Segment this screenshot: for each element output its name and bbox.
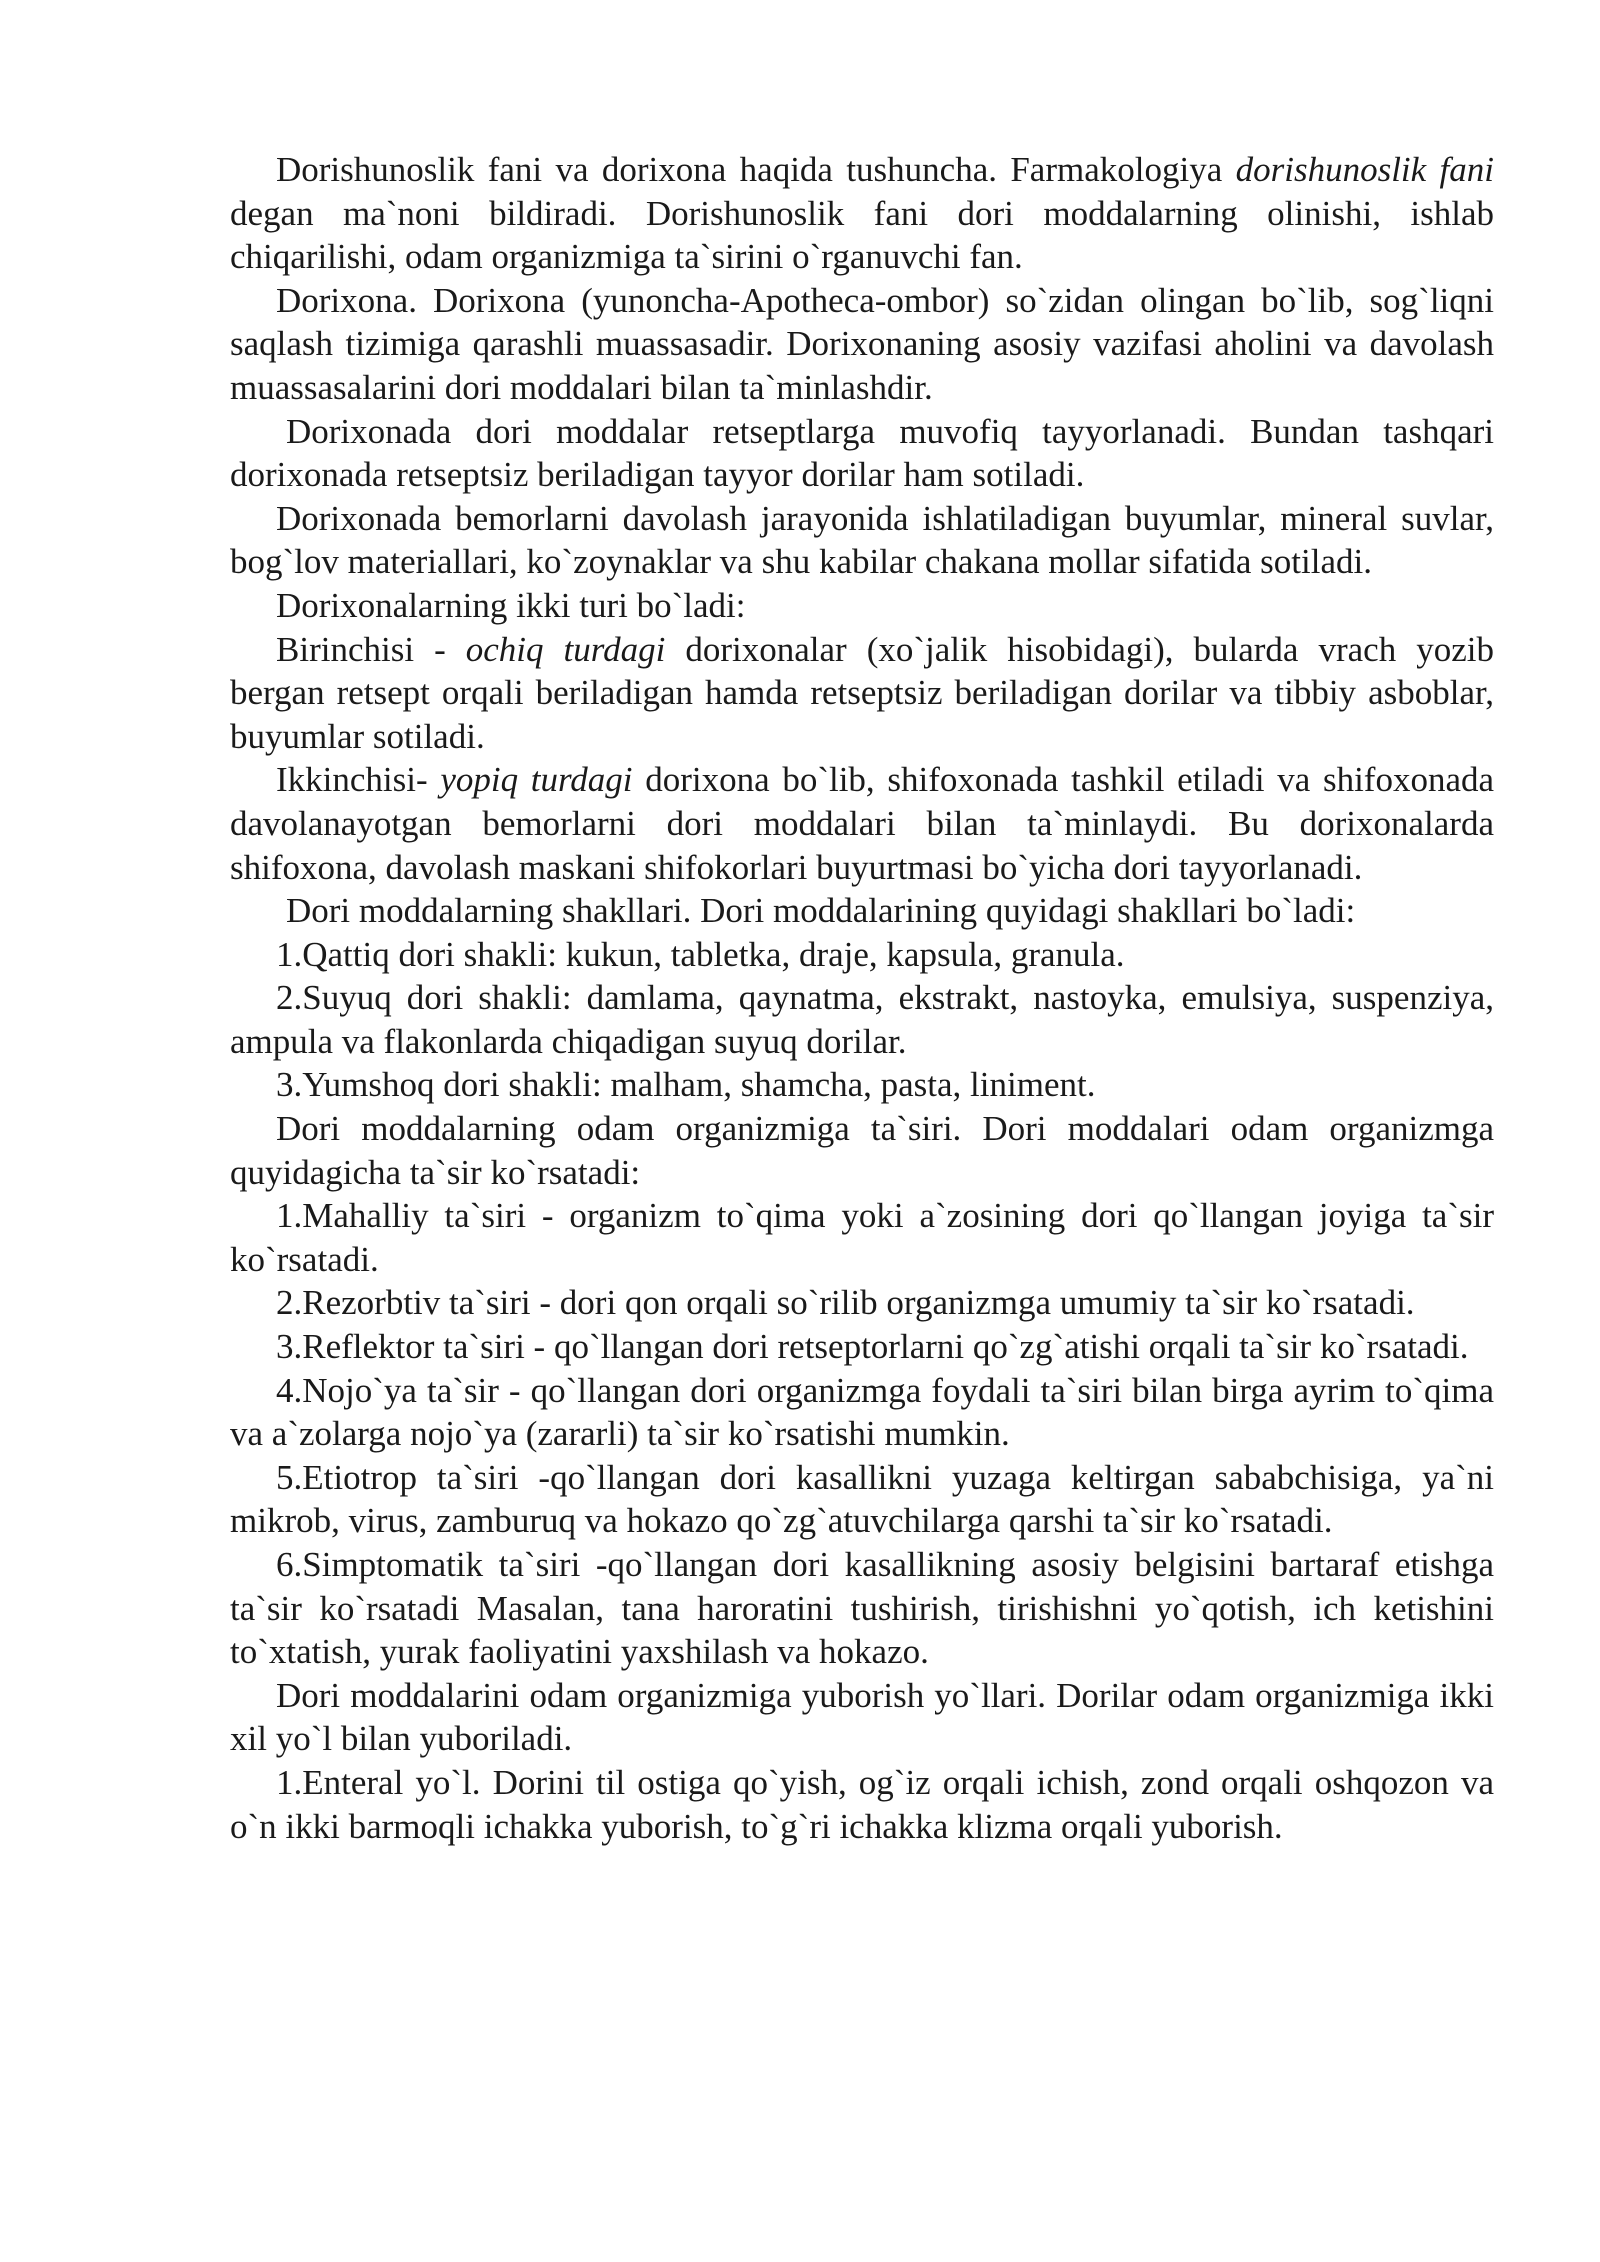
text-run: 1.Qattiq dori shakli: kukun, tabletka, draje, kapsula, granula. — [276, 934, 1125, 974]
paragraph — [230, 1325, 1494, 1369]
paragraph — [230, 584, 1494, 628]
text-run: degan ma`noni bildiradi. Dorishunoslik fani dori moddalarning olinishi, ishlab chiqarilishi, odam organizmiga ta`sirini o`rganuvchi fan. — [230, 193, 1494, 277]
text-run: 6.Simptomatik ta`siri -qo`llangan dori kasallikning asosiy belgisini bartaraf etishga ta`sir ko`rsatadi Masalan, tana haroratini tushirish, tirishishni yo`qotish, ich ketishini to`xtatish, yurak faoliyatini yaxshilash va hokazo. — [230, 1545, 1494, 1672]
italic-text-run: ochiq turdagi — [465, 629, 666, 669]
text-run: Dori moddalarini odam organizmiga yuborish yo`llari. Dorilar odam organizmiga ikki xil yo`l bilan yuboriladi. — [230, 1675, 1494, 1759]
paragraph — [230, 1456, 1494, 1543]
text-run: dorixonalar (xo`jalik hisobidagi), bularda vrach yozib bergan retsept orqali beriladigan hamda retseptsiz beriladigan dorilar va tibbiy asboblar, buyumlar sotiladi. — [230, 629, 1494, 756]
paragraph — [230, 1281, 1494, 1325]
text-run: 3.Yumshoq dori shakli: malham, shamcha, pasta, liniment. — [276, 1065, 1096, 1105]
document-page — [230, 148, 1494, 1848]
text-run: 5.Etiotrop ta`siri -qo`llangan dori kasallikni yuzaga keltirgan sababchisiga, ya`ni mikrob, virus, zamburuq va hokazo qo`zg`atuvchilarga qarshi ta`sir ko`rsatadi. — [230, 1457, 1494, 1541]
paragraph — [230, 148, 1494, 279]
text-run: Dorixonada bemorlarni davolash jarayonida ishlatiladigan buyumlar, mineral suvlar, bog`lov materiallari, ko`zoynaklar va shu kabilar chakana mollar sifatida sotiladi. — [230, 498, 1494, 582]
paragraph — [230, 933, 1494, 977]
paragraph — [230, 1761, 1494, 1848]
paragraph — [230, 1543, 1494, 1674]
paragraph — [230, 889, 1494, 933]
paragraph — [230, 279, 1494, 410]
text-run: 2.Suyuq dori shakli: damlama, qaynatma, ekstrakt, nastoyka, emulsiya, suspenziya, ampula va flakonlarda chiqadigan suyuq dorilar. — [230, 978, 1494, 1061]
text-run: Dorixona. Dorixona (yunoncha-Apotheca-ombor) so`zidan olingan bo`lib, sog`liqni saqlash tizimiga qarashli muassasadir. Dorixonaning asosiy vazifasi aholini va davolash muassasalarini dori moddalari bilan ta`minlashdir. — [230, 280, 1494, 407]
paragraph — [230, 497, 1494, 584]
italic-text-run: yopiq turdagi — [440, 760, 633, 800]
text-run: Birinchisi - — [276, 629, 466, 669]
paragraph — [230, 1107, 1494, 1194]
text-run: dorixona bo`lib, shifoxonada tashkil etiladi va shifoxonada davolanayotgan bemorlarni dori moddalari bilan ta`minlaydi. Bu dorixonalarda shifoxona, davolash maskani shifokorlari buyurtmasi bo`yicha dori tayyorlanadi. — [230, 760, 1495, 887]
paragraph — [230, 628, 1494, 759]
text-run: Dorixonalarning ikki turi bo`ladi: — [276, 585, 746, 625]
text-run: Dorishunoslik fani va dorixona haqida tushuncha. Farmakologiya — [276, 150, 1236, 189]
italic-text-run: dorishunoslik fani — [1235, 150, 1494, 189]
paragraph — [230, 1063, 1494, 1107]
text-run: Dori moddalarning odam organizmiga ta`siri. Dori moddalari odam organizmga quyidagicha ta`sir ko`rsatadi: — [230, 1109, 1494, 1192]
text-run: 4.Nojo`ya ta`sir - qo`llangan dori organizmga foydali ta`siri bilan birga ayrim to`qima va a`zolarga nojo`ya (zararli) ta`sir ko`rsatishi mumkin. — [230, 1370, 1494, 1454]
text-run: 2.Rezorbtiv ta`siri - dori qon orqali so`rilib organizmga umumiy ta`sir ko`rsatadi. — [276, 1283, 1415, 1323]
paragraph — [230, 1369, 1494, 1456]
text-run: 1.Mahalliy ta`siri - organizm to`qima yoki a`zosining dori qo`llangan joyiga ta`sir ko`rsatadi. — [230, 1196, 1494, 1279]
paragraph — [230, 1194, 1494, 1281]
text-run: 1.Enteral yo`l. Dorini til ostiga qo`yish, og`iz orqali ichish, zond orqali oshqozon va o`n ikki barmoqli ichakka yuborish, to`g`ri ichakka klizma orqali yuborish. — [230, 1762, 1494, 1846]
paragraph — [230, 410, 1494, 497]
text-run: Ikkinchisi- — [276, 760, 441, 800]
text-run: Dorixonada dori moddalar retseptlarga muvofiq tayyorlanadi. Bundan tashqari dorixonada retseptsiz beriladigan tayyor dorilar ham sotiladi. — [230, 411, 1494, 495]
text-run: Dori moddalarning shakllari. Dori moddalarining quyidagi shakllari bo`ladi: — [286, 891, 1356, 931]
paragraph — [230, 758, 1494, 889]
paragraph — [230, 976, 1494, 1063]
paragraph — [230, 1674, 1494, 1761]
text-run: 3.Reflektor ta`siri - qo`llangan dori retseptorlarni qo`zg`atishi orqali ta`sir ko`rsatadi. — [276, 1327, 1469, 1367]
